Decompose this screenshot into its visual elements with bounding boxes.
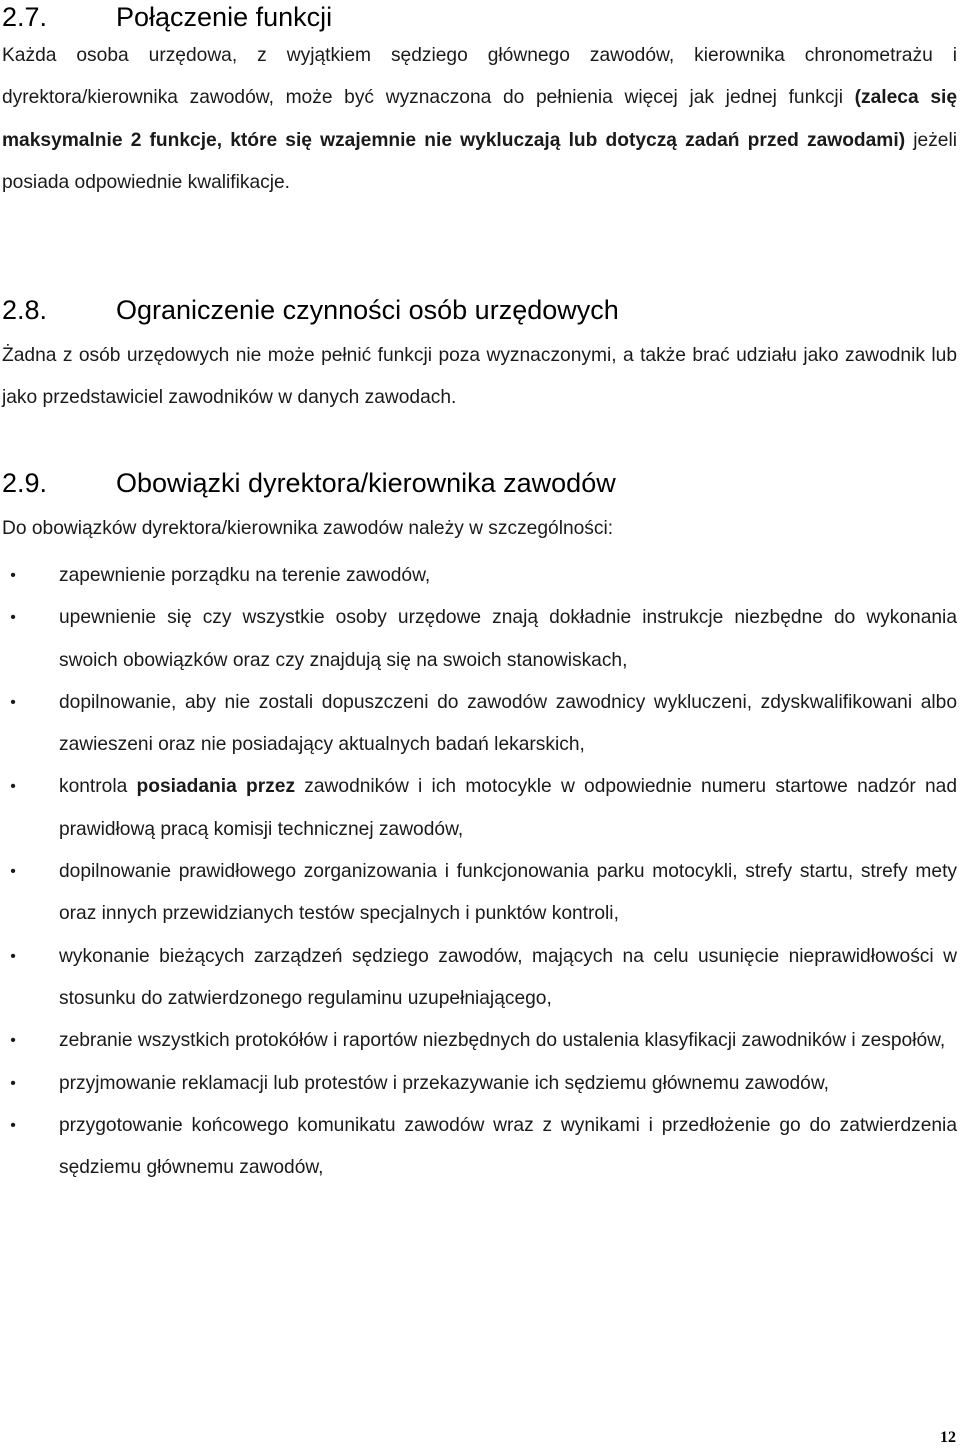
section-paragraph-2-7	[2, 35, 957, 204]
section-intro-2-9: Do obowiązków dyrektora/kierownika zawodów należy w szczególności:	[2, 518, 614, 539]
list-item	[0, 682, 957, 767]
list-item	[0, 1020, 957, 1062]
list-item-text: wykonanie bieżących zarządzeń sędziego zawodów, mających na celu usunięcie nieprawidłowości w stosunku do zatwierdzonego regulaminu uzupełniającego,	[59, 945, 957, 1009]
list-item	[0, 1063, 957, 1105]
list-item	[0, 766, 957, 851]
section-title: Obowiązki dyrektora/kierownika zawodów	[116, 468, 616, 498]
list-item	[0, 597, 957, 682]
list-item-text: upewnienie się czy wszystkie osoby urzędowe znają dokładnie instrukcje niezbędne do wykonania swoich obowiązków oraz czy znajdują się na swoich stanowiskach,	[59, 607, 957, 671]
bullet-icon: •	[10, 609, 16, 627]
bullet-icon: •	[10, 1116, 16, 1134]
list-item-bold-text: posiadania przez	[136, 776, 296, 798]
list-item-text: dopilnowanie, aby nie zostali dopuszczeni do zawodów zawodnicy wykluczeni, zdyskwalifikowani albo zawieszeni oraz nie posiadający aktualnych badań lekarskich,	[59, 691, 957, 756]
list-item-text: zapewnienie porządku na terenie zawodów,	[59, 565, 431, 586]
list-item-text: zawodników i ich motocykle w odpowiednie numeru startowe nadzór nad prawidłową pracą komisji technicznej zawodów,	[59, 776, 958, 840]
section-number: 2.7.	[2, 2, 48, 32]
list-item-text: dopilnowanie prawidłowego zorganizowania i funkcjonowania parku motocykli, strefy startu, strefy mety oraz innych przewidzianych testów specjalnych i punktów kontroli,	[59, 861, 957, 925]
list-item-text: kontrola	[59, 776, 137, 798]
section-paragraph-2-8: Żadna z osób urzędowych nie może pełnić funkcji poza wyznaczonymi, a także brać udziału jako zawodnik lub jako przedstawiciel zawodników w danych zawodach.	[2, 345, 957, 409]
bullet-icon: •	[10, 1032, 16, 1050]
paragraph-text: Każda osoba urzędowa, z wyjątkiem sędziego głównego zawodów, kierownika chronometrażu i dyrektora/kierownika zawodów, może być wyznaczona do pełnienia więcej jak jednej funkcji	[2, 45, 957, 109]
list-item	[0, 1105, 957, 1190]
bullet-icon: •	[10, 567, 16, 584]
section-number: 2.8.	[2, 295, 48, 325]
section-title: Połączenie funkcji	[116, 2, 333, 32]
section-title: Ograniczenie czynności osób urzędowych	[116, 295, 619, 325]
paragraph-bold-text: (zaleca się maksymalnie 2 funkcje, które się wzajemnie nie wykluczają lub dotyczą zadań przed zawodami)	[2, 87, 957, 151]
bullet-icon: •	[10, 947, 16, 965]
list-item-text: przyjmowanie reklamacji lub protestów i przekazywanie ich sędziemu głównemu zawodów,	[59, 1072, 829, 1094]
paragraph-text: jeżeli posiada odpowiednie kwalifikacje.	[2, 129, 957, 193]
bullet-icon: •	[10, 863, 16, 881]
section-heading-2-7	[2, 0, 332, 34]
bullet-icon: •	[10, 693, 16, 711]
section-heading-2-9	[2, 466, 616, 500]
list-item	[0, 851, 957, 936]
duties-list	[0, 555, 960, 1189]
section-number: 2.9.	[2, 468, 48, 498]
list-item	[0, 555, 957, 597]
page-number: 12	[940, 1429, 956, 1446]
list-item-text: zebranie wszystkich protokółów i raportów niezbędnych do ustalenia klasyfikacji zawodników i zespołów,	[59, 1030, 946, 1052]
list-item	[0, 936, 957, 1021]
section-heading-2-8	[2, 293, 619, 327]
bullet-icon: •	[10, 778, 16, 796]
bullet-icon: •	[10, 1074, 16, 1092]
list-item-text: przygotowanie końcowego komunikatu zawodów wraz z wynikami i przedłożenie go do zatwierdzenia sędziemu głównemu zawodów,	[59, 1114, 957, 1179]
